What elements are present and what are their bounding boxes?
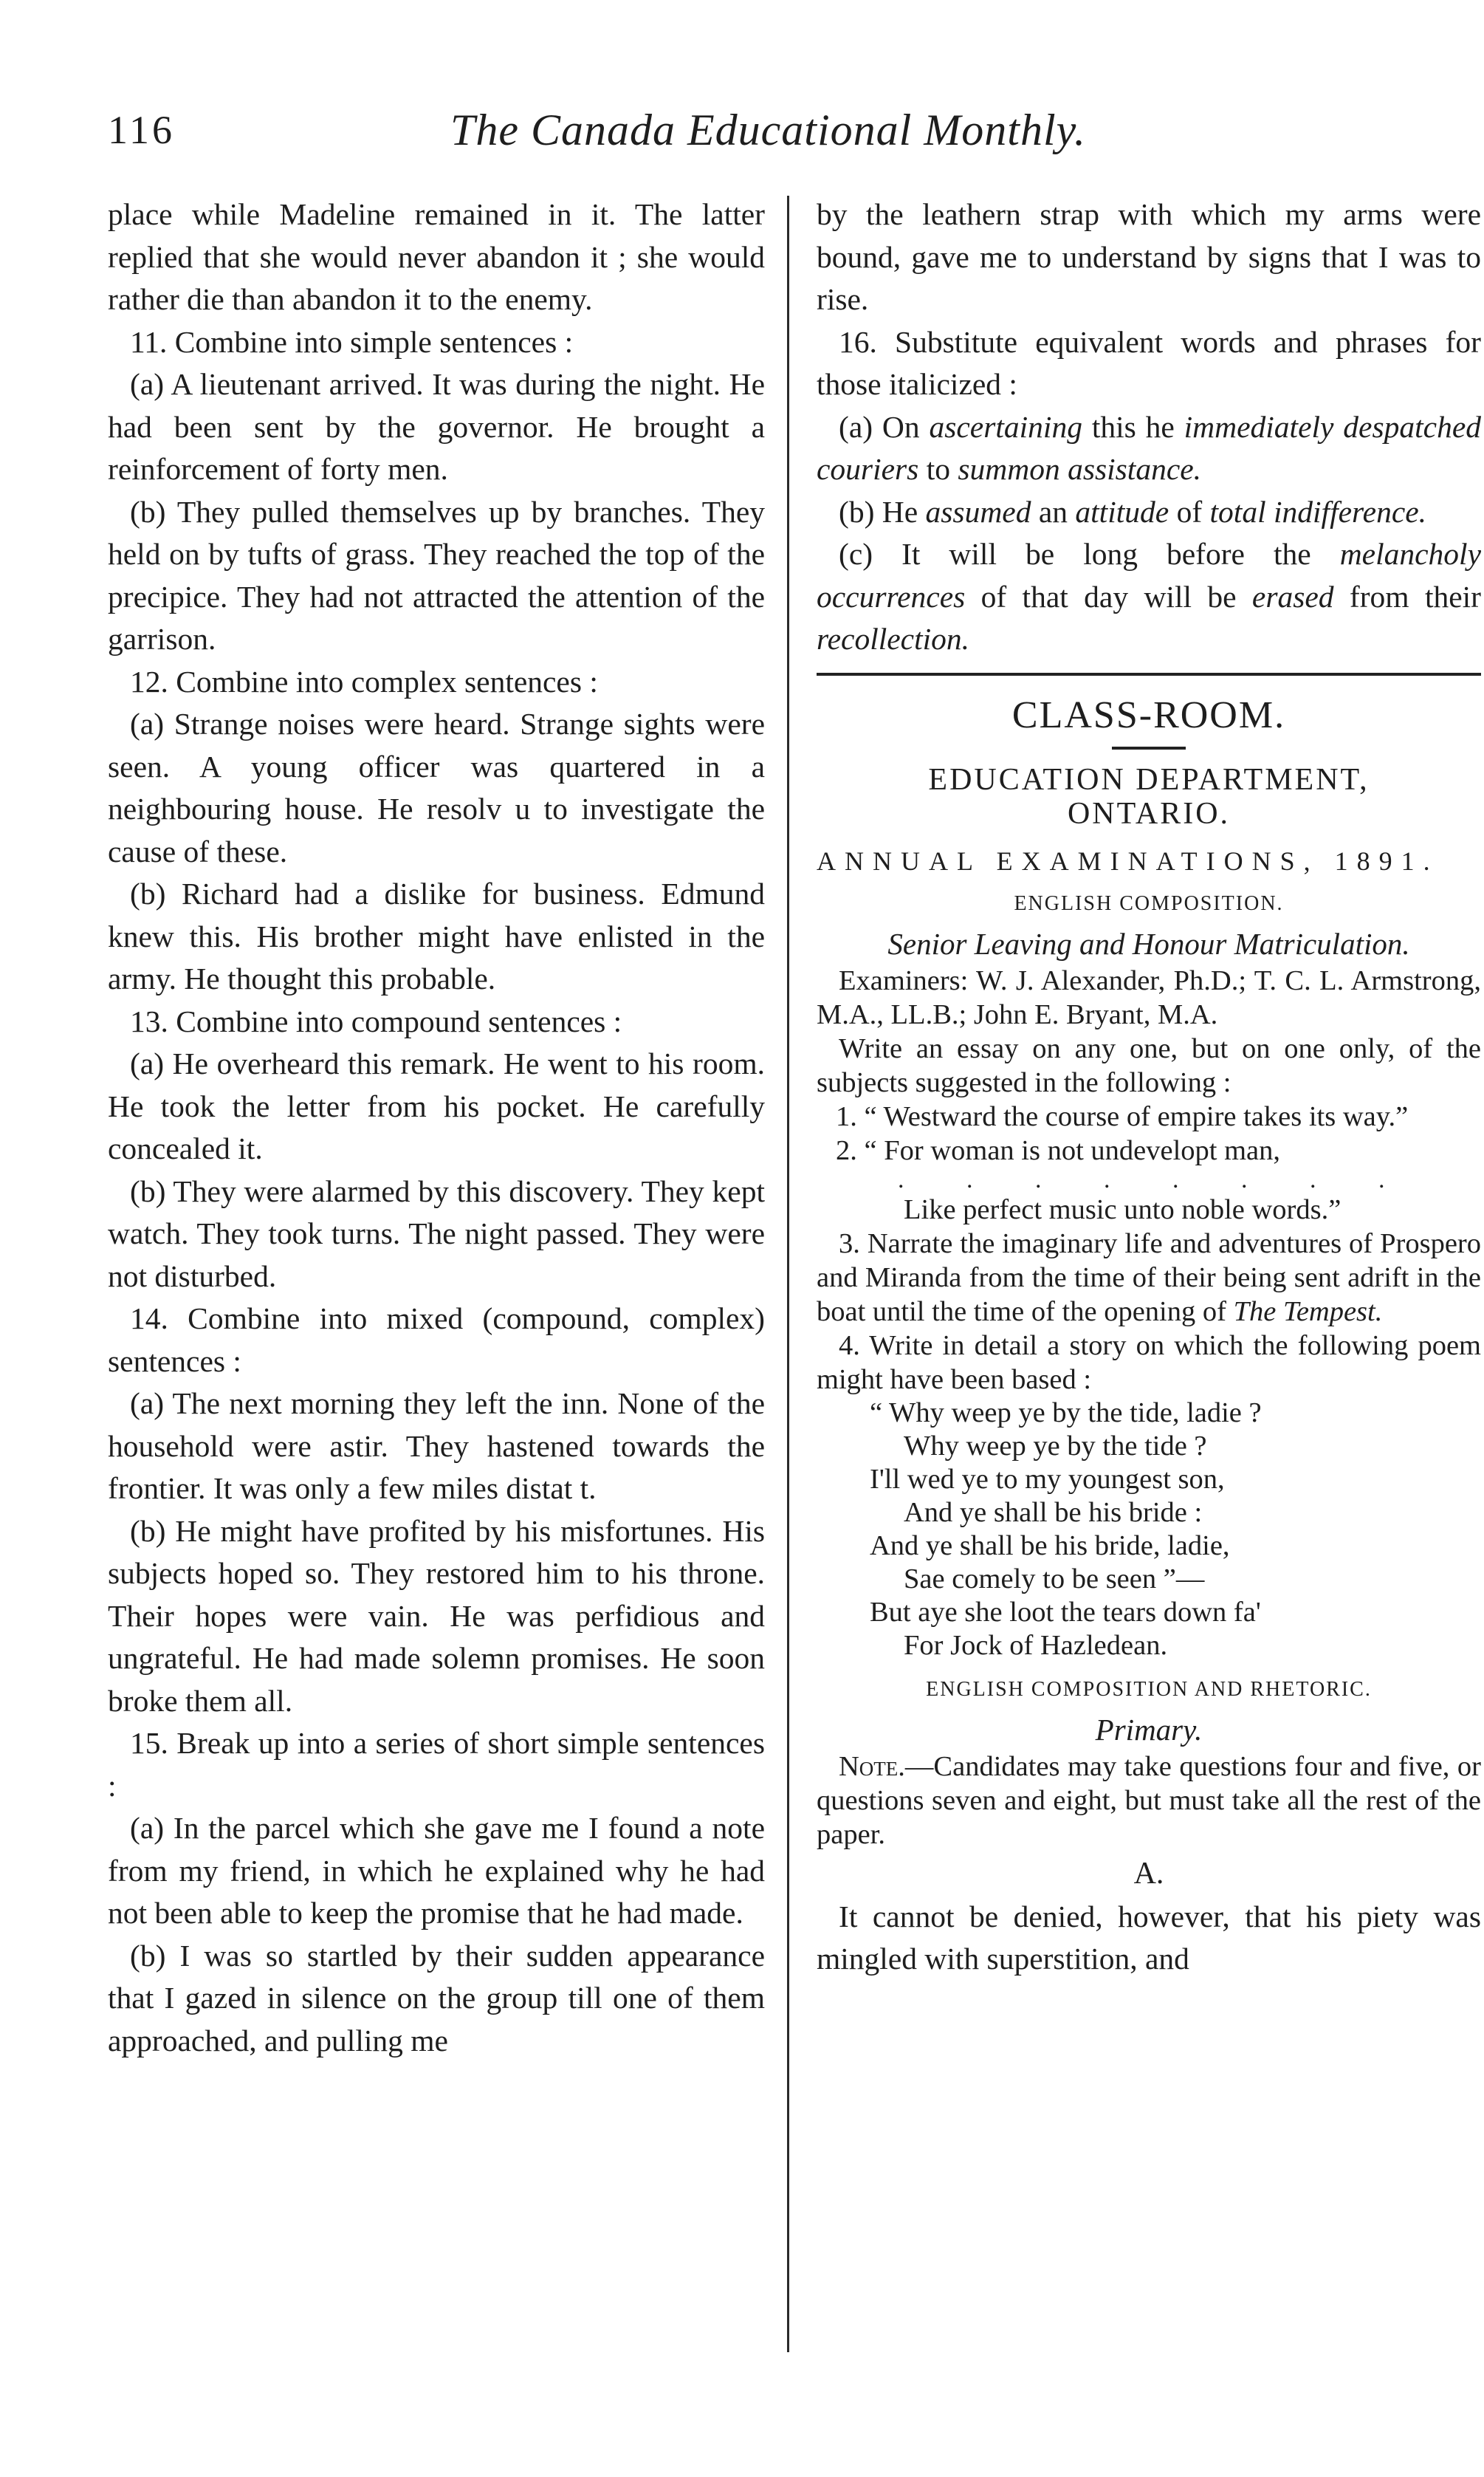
- section-a-heading: A.: [1133, 1856, 1164, 1891]
- essay-topic-4: 4. Write in detail a story on which the following poem might have been based :: [817, 1329, 1481, 1395]
- level-heading: Senior Leaving and Honour Matriculation.: [887, 926, 1410, 961]
- text-run: to: [918, 452, 958, 486]
- italic-phrase: total indifference.: [1209, 494, 1427, 529]
- text-run: an: [1031, 494, 1076, 529]
- note-text: —Candidates may take questions four and five, or questions seven and eight, but must take all the rest of the paper.: [817, 1750, 1481, 1850]
- section-rule: [817, 673, 1481, 676]
- text-run: of: [1169, 494, 1210, 529]
- department-heading-line2: ONTARIO.: [1067, 796, 1231, 831]
- text-run: of that day will be: [965, 579, 1252, 614]
- poem-line: And ye shall be his bride, ladie,: [870, 1529, 1230, 1561]
- question-13: 13. Combine into compound sentences :: [130, 1004, 622, 1038]
- question-12: 12. Combine into complex sentences :: [130, 664, 598, 699]
- question-15b: (b) I was so startled by their sudden appearance that I gazed in silence on the group till one of them approached, and pulling me: [108, 1938, 765, 2058]
- annual-examinations-heading: ANNUAL EXAMINATIONS, 1891.: [817, 846, 1439, 876]
- poem-line: And ye shall be his bride :: [904, 1496, 1203, 1528]
- note: [817, 1750, 1481, 1851]
- text-run: this he: [1082, 409, 1184, 444]
- left-column: [108, 193, 765, 2062]
- subject-heading: ENGLISH COMPOSITION.: [1014, 891, 1284, 915]
- italic-title: The Tempest.: [1233, 1295, 1383, 1327]
- examiners: Examiners: W. J. Alexander, Ph.D.; T. C. L. Armstrong, M.A., LL.B.; John E. Bryant, M.A.: [817, 965, 1481, 1030]
- paragraph: by the leathern strap with which my arms were bound, gave me to understand by signs that I was to rise.: [817, 197, 1481, 316]
- poem: [817, 1397, 1481, 1662]
- question-14b: (b) He might have profited by his misfortunes. His subjects hoped so. They restored him to his throne. Their hopes were vain. He was perfidious and ungrateful. He had made solemn promises. He soon broke them all.: [108, 1513, 765, 1718]
- essay-topic-2: 2. “ For woman is not undevelopt man,: [836, 1134, 1281, 1166]
- italic-phrase: immediately despatched couriers: [817, 409, 1481, 486]
- question-16: 16. Substitute equivalent words and phrases for those italicized :: [817, 324, 1481, 401]
- column-divider: [787, 196, 789, 2352]
- question-11: 11. Combine into simple sentences :: [130, 324, 574, 359]
- question-12a: (a) Strange noises were heard. Strange sights were seen. A young officer was quartered in a neighbouring house. He resolv u to investigate the cause of these.: [108, 707, 765, 869]
- text-run: (c) It will be long before the: [839, 537, 1340, 571]
- poem-line: “ Why weep ye by the tide, ladie ?: [870, 1397, 1262, 1428]
- subject-heading: ENGLISH COMPOSITION AND RHETORIC.: [926, 1677, 1372, 1701]
- question-11a: (a) A lieutenant arrived. It was during the night. He had been sent by the governor. He brought a reinforcement of forty men.: [108, 367, 765, 486]
- text-run: (b) He: [839, 494, 926, 529]
- italic-phrase: melancholy occurrences: [817, 537, 1481, 614]
- section-title: CLASS-ROOM.: [1011, 693, 1286, 736]
- question-16a: [817, 406, 1481, 491]
- page-number: 116: [108, 108, 175, 152]
- paragraph: place while Madeline remained in it. The latter replied that she would never abandon it ; she would rather die than abandon it to the enemy.: [108, 197, 765, 316]
- ellipsis-dots: . . . . . . . .: [898, 1165, 1413, 1193]
- italic-phrase: ascertaining: [929, 409, 1082, 444]
- question-16c: [817, 533, 1481, 661]
- italic-phrase: assumed: [925, 494, 1031, 529]
- essay-topic-1: 1. “ Westward the course of empire takes its way.”: [836, 1100, 1409, 1132]
- italic-phrase: attitude: [1075, 494, 1169, 529]
- poem-line: For Jock of Hazledean.: [904, 1629, 1168, 1661]
- essay-topic-2-end: Like perfect music unto noble words.”: [904, 1193, 1342, 1225]
- question-14a: (a) The next morning they left the inn. None of the household were astir. They hastened towards the frontier. It was only a few miles distat t.: [108, 1386, 765, 1505]
- question-15a: (a) In the parcel which she gave me I found a note from my friend, in which he explained why he had not been able to keep the promise that he had made.: [108, 1811, 765, 1930]
- question-13b: (b) They were alarmed by this discovery. They kept watch. They took turns. The night passed. They were not disturbed.: [108, 1174, 765, 1293]
- essay-topic-3: [817, 1227, 1481, 1329]
- level-heading: Primary.: [1095, 1712, 1203, 1747]
- running-title: The Canada Educational Monthly.: [450, 106, 1086, 154]
- department-heading: EDUCATION DEPARTMENT,: [928, 762, 1370, 797]
- poem-line: Why weep ye by the tide ?: [904, 1430, 1207, 1462]
- text-run: 3. Narrate the imaginary life and adventures of Prospero and Miranda from the time of their being sent adrift in the boat until the time of the opening of: [817, 1227, 1481, 1327]
- poem-line: I'll wed ye to my youngest son,: [870, 1463, 1225, 1495]
- poem-line: But aye she loot the tears down fa': [870, 1596, 1261, 1628]
- italic-phrase: recollection.: [817, 622, 970, 656]
- question-14: 14. Combine into mixed (compound, complex) sentences :: [108, 1301, 765, 1378]
- question-15: 15. Break up into a series of short simple sentences :: [108, 1726, 765, 1803]
- italic-phrase: summon assistance.: [958, 452, 1202, 486]
- text-run: from their: [1333, 579, 1481, 614]
- note-label: Note.: [839, 1750, 905, 1782]
- paragraph: It cannot be denied, however, that his piety was mingled with superstition, and: [817, 1899, 1481, 1976]
- question-13a: (a) He overheard this remark. He went to his room. He took the letter from his pocket. He carefully concealed it.: [108, 1046, 765, 1165]
- poem-line: Sae comely to be seen ”—: [904, 1563, 1205, 1594]
- italic-phrase: erased: [1251, 579, 1334, 614]
- right-column: [817, 193, 1481, 1981]
- question-16b: [817, 491, 1481, 534]
- question-12b: (b) Richard had a dislike for business. Edmund knew this. His brother might have enlisted in the army. He thought this probable.: [108, 877, 765, 996]
- short-rule: [1112, 747, 1186, 750]
- text-run: (a) On: [839, 409, 930, 444]
- question-11b: (b) They pulled themselves up by branches. They held on by tufts of grass. They reached the top of the precipice. They had not attracted the attention of the garrison.: [108, 494, 765, 656]
- instruction: Write an essay on any one, but on one only, of the subjects suggested in the following :: [817, 1032, 1481, 1098]
